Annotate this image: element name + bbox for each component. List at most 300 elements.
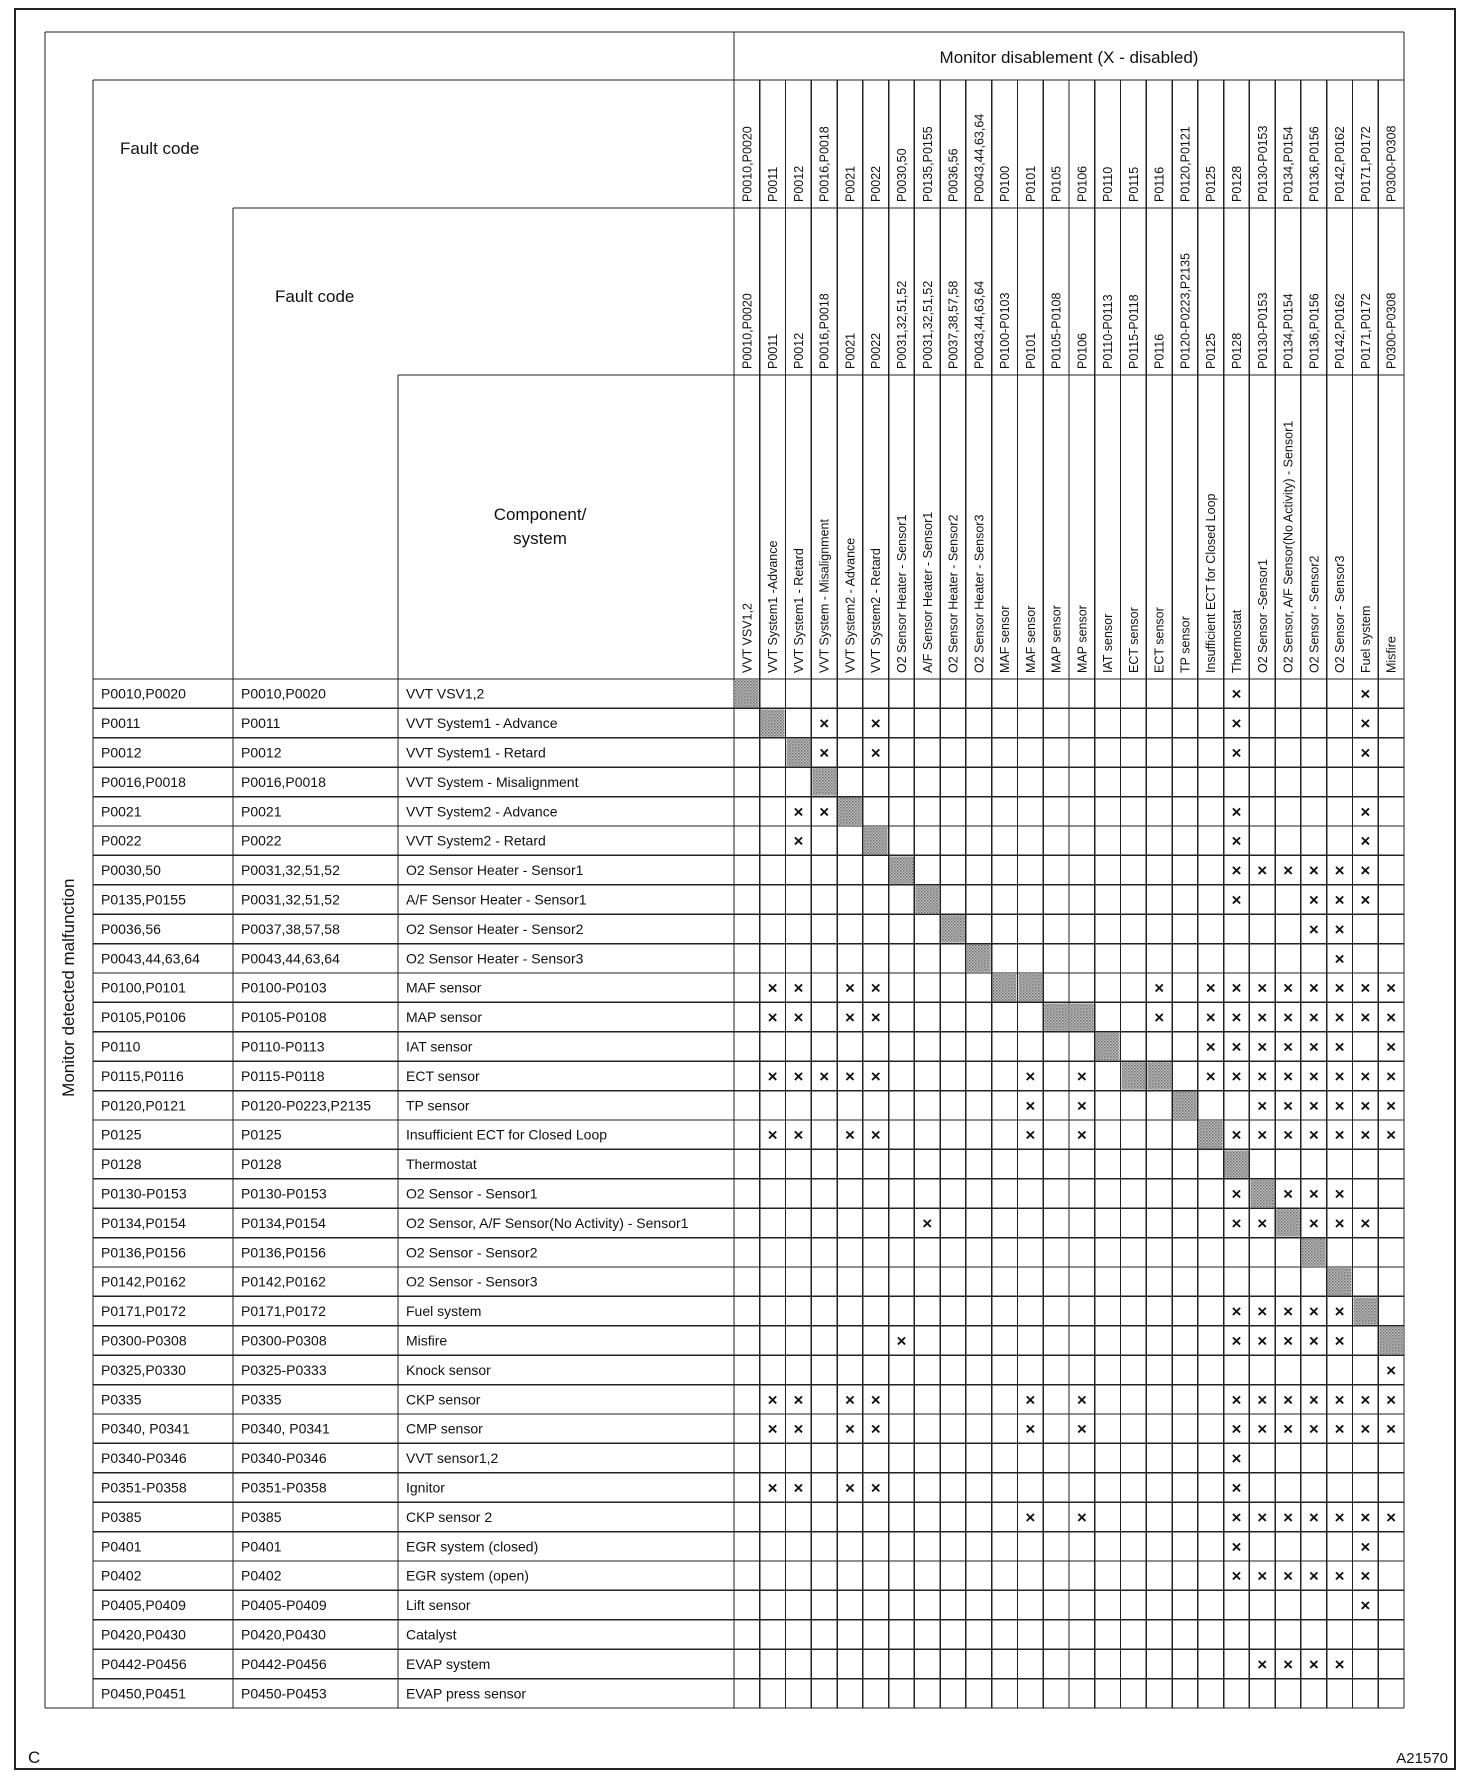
column-code1-label: P0128 bbox=[1230, 165, 1244, 202]
column-component-label: O2 Sensor Heater - Sensor3 bbox=[972, 514, 987, 673]
table-row bbox=[101, 1156, 477, 1172]
column-code2-label: P0171,P0172 bbox=[1358, 293, 1373, 369]
disabled-mark: × bbox=[844, 1125, 855, 1145]
row-component: MAF sensor bbox=[406, 979, 482, 996]
disabled-mark: × bbox=[1386, 1008, 1397, 1028]
disabled-mark: × bbox=[1360, 714, 1371, 734]
row-fault-code: P0401 bbox=[101, 1538, 142, 1555]
row-component: Ignitor bbox=[406, 1479, 445, 1496]
table-row bbox=[101, 861, 1370, 880]
row-component: EGR system (closed) bbox=[406, 1538, 539, 1555]
disabled-mark: × bbox=[1231, 831, 1242, 851]
disabled-mark: × bbox=[844, 978, 855, 998]
row-fault-code: P0325,P0330 bbox=[101, 1361, 186, 1378]
column-code1-label: P0110 bbox=[1101, 166, 1116, 202]
row-fault-code-detail: P0031,32,51,52 bbox=[241, 862, 340, 879]
table-row bbox=[101, 979, 1396, 998]
corner-label-left: C bbox=[28, 1748, 41, 1767]
disabled-mark: × bbox=[1334, 1008, 1345, 1028]
row-fault-code-detail: P0402 bbox=[241, 1567, 282, 1584]
disabled-mark: × bbox=[1360, 802, 1371, 822]
column-component-label: VVT System2 - Retard bbox=[869, 548, 884, 673]
disabled-mark: × bbox=[1386, 1066, 1397, 1086]
column-code2-label: P0031,32,51,52 bbox=[895, 280, 909, 369]
row-fault-code-detail: P0340, P0341 bbox=[241, 1420, 330, 1437]
disabled-mark: × bbox=[1360, 1537, 1371, 1557]
column-code1-label: P0115 bbox=[1126, 166, 1141, 202]
disabled-self-cell bbox=[941, 915, 965, 942]
row-component: EGR system (open) bbox=[406, 1567, 529, 1584]
column-code2-label: P0010,P0020 bbox=[740, 293, 755, 369]
figure-id: A21570 bbox=[1396, 1750, 1448, 1767]
row-fault-code-detail: P0016,P0018 bbox=[241, 773, 326, 790]
disabled-mark: × bbox=[1334, 1654, 1345, 1674]
disabled-mark: × bbox=[1360, 1596, 1371, 1616]
disabled-mark: × bbox=[1231, 978, 1242, 998]
disabled-mark: × bbox=[1257, 1096, 1268, 1116]
disabled-mark: × bbox=[1025, 1125, 1036, 1145]
table-row bbox=[101, 832, 1370, 851]
row-fault-code: P0340, P0341 bbox=[101, 1420, 190, 1437]
row-component: Lift sensor bbox=[406, 1597, 471, 1614]
disabled-mark: × bbox=[870, 1478, 881, 1498]
column-code2-label: P0300-P0308 bbox=[1384, 292, 1399, 369]
column-code1-label: P0142,P0162 bbox=[1333, 126, 1348, 202]
table-row bbox=[101, 1038, 1396, 1057]
row-fault-code-detail: P0031,32,51,52 bbox=[241, 891, 340, 908]
disabled-mark: × bbox=[819, 714, 830, 734]
disabled-self-cell bbox=[1147, 1062, 1171, 1089]
column-code2-label: P0115-P0118 bbox=[1126, 294, 1141, 369]
column-component-label: ECT sensor bbox=[1126, 607, 1141, 673]
column-code1-label: P0136,P0156 bbox=[1307, 126, 1322, 202]
disabled-mark: × bbox=[1386, 1360, 1397, 1380]
row-fault-code-detail: P0011 bbox=[241, 715, 281, 732]
disabled-mark: × bbox=[1334, 1066, 1345, 1086]
table-row bbox=[101, 949, 1345, 968]
table-row bbox=[101, 744, 1370, 763]
column-code1-label: P0016,P0018 bbox=[817, 126, 832, 202]
disabled-mark: × bbox=[1283, 1037, 1294, 1057]
column-code1-label: P0300-P0308 bbox=[1384, 125, 1399, 202]
disabled-mark: × bbox=[793, 1390, 804, 1410]
table-row bbox=[101, 1420, 1396, 1439]
disabled-mark: × bbox=[1308, 1096, 1319, 1116]
disabled-self-cell bbox=[1173, 1092, 1197, 1119]
column-code2-label: P0101 bbox=[1023, 332, 1038, 369]
disabled-mark: × bbox=[1334, 890, 1345, 910]
column-code1-label: P0012 bbox=[791, 165, 806, 202]
disabled-mark: × bbox=[1334, 1096, 1345, 1116]
disabled-mark: × bbox=[1308, 1037, 1319, 1057]
disabled-self-cell bbox=[1199, 1121, 1223, 1148]
row-fault-code-detail: P0115-P0118 bbox=[241, 1067, 325, 1084]
disabled-mark: × bbox=[1360, 1096, 1371, 1116]
disabled-mark: × bbox=[1283, 1184, 1294, 1204]
row-component: Thermostat bbox=[406, 1156, 477, 1173]
disabled-mark: × bbox=[1283, 1331, 1294, 1351]
disabled-mark: × bbox=[896, 1331, 907, 1351]
column-component-label: Fuel system bbox=[1358, 605, 1373, 673]
disabled-mark: × bbox=[1231, 1213, 1242, 1233]
disabled-self-cell bbox=[761, 709, 785, 736]
row-fault-code-detail: P0300-P0308 bbox=[241, 1332, 327, 1349]
disabled-mark: × bbox=[767, 1419, 778, 1439]
column-component-label: O2 Sensor - Sensor3 bbox=[1333, 555, 1348, 673]
column-component-label: O2 Sensor - Sensor2 bbox=[1307, 555, 1322, 673]
disabled-self-cell bbox=[1018, 974, 1042, 1001]
table-row bbox=[101, 1537, 1370, 1556]
disabled-mark: × bbox=[793, 1125, 804, 1145]
column-code1-label: P0043,44,63,64 bbox=[972, 113, 987, 202]
disabled-mark: × bbox=[1283, 861, 1294, 881]
table-row bbox=[101, 1479, 1242, 1498]
disabled-mark: × bbox=[870, 1419, 881, 1439]
column-code1-label: P0101 bbox=[1023, 165, 1038, 202]
disabled-mark: × bbox=[1025, 1096, 1036, 1116]
row-component: CKP sensor 2 bbox=[406, 1508, 493, 1525]
column-code1-label: P0171,P0172 bbox=[1358, 126, 1373, 202]
disabled-mark: × bbox=[1360, 684, 1371, 704]
disabled-mark: × bbox=[1386, 1037, 1397, 1057]
row-fault-code-detail: P0134,P0154 bbox=[241, 1214, 326, 1231]
disabled-mark: × bbox=[1308, 1419, 1319, 1439]
column-component-label: VVT System1 - Retard bbox=[791, 548, 806, 673]
disabled-mark: × bbox=[1360, 743, 1371, 763]
column-code1-label: P0100 bbox=[998, 165, 1013, 202]
column-code1-label: P0116 bbox=[1152, 166, 1167, 202]
row-fault-code: P0136,P0156 bbox=[101, 1244, 186, 1261]
disabled-mark: × bbox=[1231, 1566, 1242, 1586]
table-row bbox=[101, 802, 1370, 821]
column-code1-label: P0134,P0154 bbox=[1281, 126, 1296, 202]
row-fault-code-detail: P0171,P0172 bbox=[241, 1303, 326, 1320]
table-row bbox=[101, 1096, 1396, 1115]
disabled-mark: × bbox=[1308, 1507, 1319, 1527]
disabled-mark: × bbox=[1334, 1331, 1345, 1351]
row-fault-code: P0385 bbox=[101, 1508, 142, 1525]
disabled-mark: × bbox=[1231, 1008, 1242, 1028]
table-row bbox=[101, 1508, 1396, 1527]
row-component: EVAP system bbox=[406, 1655, 491, 1672]
table-row bbox=[101, 1390, 1396, 1409]
disabled-self-cell bbox=[735, 680, 759, 707]
disabled-mark: × bbox=[1334, 1390, 1345, 1410]
disabled-mark: × bbox=[1360, 1390, 1371, 1410]
row-fault-code-detail: P0012 bbox=[241, 744, 282, 761]
disabled-mark: × bbox=[1283, 1125, 1294, 1145]
row-fault-code: P0128 bbox=[101, 1156, 142, 1173]
column-component-label: TP sensor bbox=[1178, 616, 1193, 673]
row-fault-code-detail: P0385 bbox=[241, 1508, 282, 1525]
row-component: VVT System - Misalignment bbox=[406, 773, 579, 790]
row-fault-code: P0043,44,63,64 bbox=[101, 950, 200, 967]
disabled-mark: × bbox=[1386, 1390, 1397, 1410]
row-component: O2 Sensor - Sensor3 bbox=[406, 1273, 538, 1290]
row-fault-code: P0125 bbox=[101, 1126, 142, 1143]
disabled-mark: × bbox=[1231, 890, 1242, 910]
disabled-mark: × bbox=[793, 1419, 804, 1439]
disabled-mark: × bbox=[1386, 1507, 1397, 1527]
disabled-mark: × bbox=[1360, 861, 1371, 881]
row-component: Misfire bbox=[406, 1332, 448, 1349]
disabled-mark: × bbox=[1231, 1507, 1242, 1527]
disabled-mark: × bbox=[767, 1125, 778, 1145]
column-code1-label: P0130-P0153 bbox=[1255, 125, 1270, 202]
disabled-mark: × bbox=[1283, 1096, 1294, 1116]
disabled-mark: × bbox=[767, 1066, 778, 1086]
column-code2-label: P0011 bbox=[766, 333, 781, 369]
row-fault-code: P0402 bbox=[101, 1567, 142, 1584]
disabled-mark: × bbox=[767, 1390, 778, 1410]
row-fault-code: P0335 bbox=[101, 1391, 142, 1408]
disabled-mark: × bbox=[870, 1125, 881, 1145]
disabled-mark: × bbox=[1205, 1008, 1216, 1028]
disabled-mark: × bbox=[1205, 1037, 1216, 1057]
disabled-mark: × bbox=[1205, 1066, 1216, 1086]
disabled-mark: × bbox=[1360, 1066, 1371, 1086]
row-fault-code: P0036,56 bbox=[101, 920, 161, 937]
disabled-mark: × bbox=[793, 978, 804, 998]
disabled-mark: × bbox=[1231, 714, 1242, 734]
row-component: VVT sensor1,2 bbox=[406, 1450, 499, 1467]
disabled-mark: × bbox=[844, 1066, 855, 1086]
disabled-mark: × bbox=[1334, 1125, 1345, 1145]
disabled-mark: × bbox=[1386, 1419, 1397, 1439]
disabled-mark: × bbox=[1257, 1066, 1268, 1086]
disabled-mark: × bbox=[1308, 919, 1319, 939]
disabled-mark: × bbox=[793, 831, 804, 851]
disabled-mark: × bbox=[922, 1213, 933, 1233]
row-fault-code-detail: P0401 bbox=[241, 1538, 282, 1555]
column-code2-label: P0106 bbox=[1075, 332, 1090, 369]
row-fault-code: P0142,P0162 bbox=[101, 1273, 186, 1290]
disabled-mark: × bbox=[1076, 1419, 1087, 1439]
disabled-mark: × bbox=[1257, 1213, 1268, 1233]
disabled-self-cell bbox=[1225, 1150, 1249, 1177]
row-fault-code-detail: P0136,P0156 bbox=[241, 1244, 326, 1261]
column-component-label: MAF sensor bbox=[998, 605, 1013, 673]
row-fault-code-detail: P0351-P0358 bbox=[241, 1479, 327, 1496]
disabled-mark: × bbox=[793, 1478, 804, 1498]
column-component-label: O2 Sensor, A/F Sensor(No Activity) - Sensor1 bbox=[1281, 420, 1296, 673]
disabled-mark: × bbox=[1231, 743, 1242, 763]
table-row bbox=[101, 1596, 1370, 1615]
table-row bbox=[101, 1655, 1345, 1674]
disabled-mark: × bbox=[1231, 1066, 1242, 1086]
disabled-self-cell bbox=[993, 974, 1017, 1001]
row-fault-code-detail: P0125 bbox=[241, 1126, 282, 1143]
disabled-self-cell bbox=[1122, 1062, 1146, 1089]
disabled-self-cell bbox=[1276, 1209, 1300, 1236]
disabled-mark: × bbox=[1231, 1302, 1242, 1322]
disabled-mark: × bbox=[767, 978, 778, 998]
disabled-mark: × bbox=[1386, 1096, 1397, 1116]
row-fault-code: P0105,P0106 bbox=[101, 1009, 186, 1026]
column-code1-label: P0011 bbox=[766, 166, 781, 202]
row-component: MAP sensor bbox=[406, 1009, 482, 1026]
disabled-self-cell bbox=[1379, 1327, 1403, 1354]
column-component-label: MAP sensor bbox=[1049, 605, 1064, 673]
row-component: EVAP press sensor bbox=[406, 1685, 527, 1702]
column-component-label: VVT System2 - Advance bbox=[843, 537, 858, 673]
row-component: O2 Sensor Heater - Sensor3 bbox=[406, 950, 584, 967]
column-component-label: Thermostat bbox=[1230, 609, 1244, 673]
row-fault-code: P0300-P0308 bbox=[101, 1332, 187, 1349]
disabled-self-cell bbox=[915, 886, 939, 913]
disabled-mark: × bbox=[844, 1008, 855, 1028]
row-fault-code-detail: P0142,P0162 bbox=[241, 1273, 326, 1290]
disabled-mark: × bbox=[1308, 1390, 1319, 1410]
disabled-self-cell bbox=[812, 768, 836, 795]
disabled-mark: × bbox=[1154, 1008, 1165, 1028]
component-system-header-line2: system bbox=[513, 529, 567, 548]
column-component-label: VVT System - Misalignment bbox=[817, 519, 832, 673]
column-code2-label: P0037,38,57,58 bbox=[946, 280, 961, 369]
row-component: VVT System2 - Advance bbox=[406, 803, 558, 820]
row-fault-code-detail: P0043,44,63,64 bbox=[241, 950, 340, 967]
disabled-mark: × bbox=[1308, 1184, 1319, 1204]
disabled-mark: × bbox=[1308, 1654, 1319, 1674]
component-system-header-line1: Component/ bbox=[493, 505, 587, 524]
row-component: VVT System1 - Advance bbox=[406, 715, 558, 732]
disabled-mark: × bbox=[1360, 978, 1371, 998]
column-component-label: ECT sensor bbox=[1152, 607, 1167, 673]
disabled-mark: × bbox=[1283, 1566, 1294, 1586]
disabled-mark: × bbox=[870, 714, 881, 734]
column-code1-label: P0021 bbox=[843, 165, 858, 202]
disabled-mark: × bbox=[1025, 1419, 1036, 1439]
disabled-mark: × bbox=[844, 1478, 855, 1498]
disabled-mark: × bbox=[1334, 861, 1345, 881]
disabled-mark: × bbox=[1283, 1507, 1294, 1527]
fault-code-header-top: Fault code bbox=[120, 139, 200, 158]
row-fault-code-detail: P0130-P0153 bbox=[241, 1185, 327, 1202]
row-fault-code: P0115,P0116 bbox=[101, 1067, 184, 1084]
column-code2-label: P0134,P0154 bbox=[1281, 293, 1296, 369]
disabled-mark: × bbox=[844, 1390, 855, 1410]
column-code2-label: P0125 bbox=[1204, 332, 1219, 369]
monitor-detected-malfunction-label: Monitor detected malfunction bbox=[59, 878, 78, 1097]
disabled-mark: × bbox=[1025, 1507, 1036, 1527]
disabled-mark: × bbox=[1231, 1331, 1242, 1351]
disabled-mark: × bbox=[1386, 978, 1397, 998]
row-fault-code-detail: P0340-P0346 bbox=[241, 1450, 327, 1467]
row-component: O2 Sensor, A/F Sensor(No Activity) - Sensor1 bbox=[406, 1214, 689, 1231]
disabled-mark: × bbox=[793, 802, 804, 822]
disabled-mark: × bbox=[1076, 1125, 1087, 1145]
row-component: IAT sensor bbox=[406, 1038, 473, 1055]
row-fault-code: P0340-P0346 bbox=[101, 1450, 187, 1467]
disabled-self-cell bbox=[1302, 1239, 1326, 1266]
column-code1-label: P0120,P0121 bbox=[1178, 126, 1193, 202]
row-fault-code-detail: P0420,P0430 bbox=[241, 1626, 326, 1643]
row-component: VVT System1 - Retard bbox=[406, 744, 546, 761]
disabled-mark: × bbox=[1257, 1507, 1268, 1527]
row-component: Catalyst bbox=[406, 1626, 457, 1643]
disabled-mark: × bbox=[767, 1008, 778, 1028]
table-row bbox=[101, 1008, 1396, 1027]
disabled-mark: × bbox=[793, 1008, 804, 1028]
column-code2-label: P0100-P0103 bbox=[998, 292, 1013, 369]
disabled-mark: × bbox=[844, 1419, 855, 1439]
row-component: O2 Sensor - Sensor2 bbox=[406, 1244, 538, 1261]
disabled-mark: × bbox=[1360, 1125, 1371, 1145]
disabled-mark: × bbox=[1283, 1008, 1294, 1028]
disabled-self-cell bbox=[787, 739, 811, 766]
column-code2-label: P0136,P0156 bbox=[1307, 293, 1322, 369]
disabled-mark: × bbox=[1386, 1125, 1397, 1145]
row-fault-code: P0016,P0018 bbox=[101, 773, 186, 790]
disabled-mark: × bbox=[870, 1066, 881, 1086]
disabled-mark: × bbox=[1231, 1390, 1242, 1410]
table-row bbox=[101, 1567, 1370, 1586]
disabled-mark: × bbox=[1076, 1096, 1087, 1116]
disabled-mark: × bbox=[1257, 1008, 1268, 1028]
disabled-mark: × bbox=[1257, 1125, 1268, 1145]
column-code2-label: P0142,P0162 bbox=[1333, 293, 1348, 369]
row-component: Insufficient ECT for Closed Loop bbox=[406, 1126, 608, 1143]
disabled-mark: × bbox=[1257, 1390, 1268, 1410]
column-component-label: O2 Sensor Heater - Sensor1 bbox=[895, 514, 909, 673]
disabled-mark: × bbox=[1308, 890, 1319, 910]
row-fault-code-detail: P0128 bbox=[241, 1156, 282, 1173]
row-fault-code-detail: P0037,38,57,58 bbox=[241, 920, 340, 937]
disabled-mark: × bbox=[1334, 1037, 1345, 1057]
column-code2-label: P0031,32,51,52 bbox=[920, 280, 935, 369]
row-fault-code: P0442-P0456 bbox=[101, 1655, 187, 1672]
column-code1-label: P0125 bbox=[1204, 165, 1219, 202]
disabled-mark: × bbox=[1257, 1566, 1268, 1586]
disabled-mark: × bbox=[1308, 1302, 1319, 1322]
disabled-mark: × bbox=[1231, 1449, 1242, 1469]
column-component-label: O2 Sensor -Sensor1 bbox=[1255, 559, 1270, 673]
row-fault-code-detail: P0450-P0453 bbox=[241, 1685, 327, 1702]
column-component-label: Insufficient ECT for Closed Loop bbox=[1204, 493, 1219, 673]
disabled-self-cell bbox=[1250, 1180, 1274, 1207]
column-code2-label: P0021 bbox=[843, 332, 858, 369]
disabled-mark: × bbox=[1334, 1302, 1345, 1322]
row-fault-code-detail: P0010,P0020 bbox=[241, 685, 326, 702]
disabled-mark: × bbox=[1283, 1066, 1294, 1086]
row-fault-code: P0405,P0409 bbox=[101, 1597, 186, 1614]
disabled-mark: × bbox=[1334, 1213, 1345, 1233]
column-component-label: IAT sensor bbox=[1101, 613, 1116, 673]
disabled-mark: × bbox=[1308, 1566, 1319, 1586]
disabled-self-cell bbox=[838, 798, 862, 825]
column-code2-label: P0120-P0223,P2135 bbox=[1178, 252, 1193, 369]
disabled-mark: × bbox=[1257, 1037, 1268, 1057]
disabled-mark: × bbox=[1308, 861, 1319, 881]
row-fault-code-detail: P0021 bbox=[241, 803, 282, 820]
row-fault-code: P0030,50 bbox=[101, 862, 161, 879]
column-code1-label: P0105 bbox=[1049, 165, 1064, 202]
disabled-self-cell bbox=[1070, 1003, 1094, 1030]
disabled-mark: × bbox=[1360, 1507, 1371, 1527]
disabled-mark: × bbox=[1257, 1654, 1268, 1674]
disabled-mark: × bbox=[1231, 1537, 1242, 1557]
row-component: ECT sensor bbox=[406, 1067, 480, 1084]
table-row bbox=[101, 1685, 526, 1701]
row-fault-code-detail: P0325-P0333 bbox=[241, 1361, 327, 1378]
disabled-mark: × bbox=[1257, 1302, 1268, 1322]
row-component: O2 Sensor - Sensor1 bbox=[406, 1185, 538, 1202]
table-row bbox=[101, 714, 1370, 733]
column-component-label: MAP sensor bbox=[1075, 605, 1090, 673]
row-fault-code-detail: P0110-P0113 bbox=[241, 1038, 325, 1055]
disabled-mark: × bbox=[1308, 978, 1319, 998]
disabled-mark: × bbox=[1308, 1066, 1319, 1086]
